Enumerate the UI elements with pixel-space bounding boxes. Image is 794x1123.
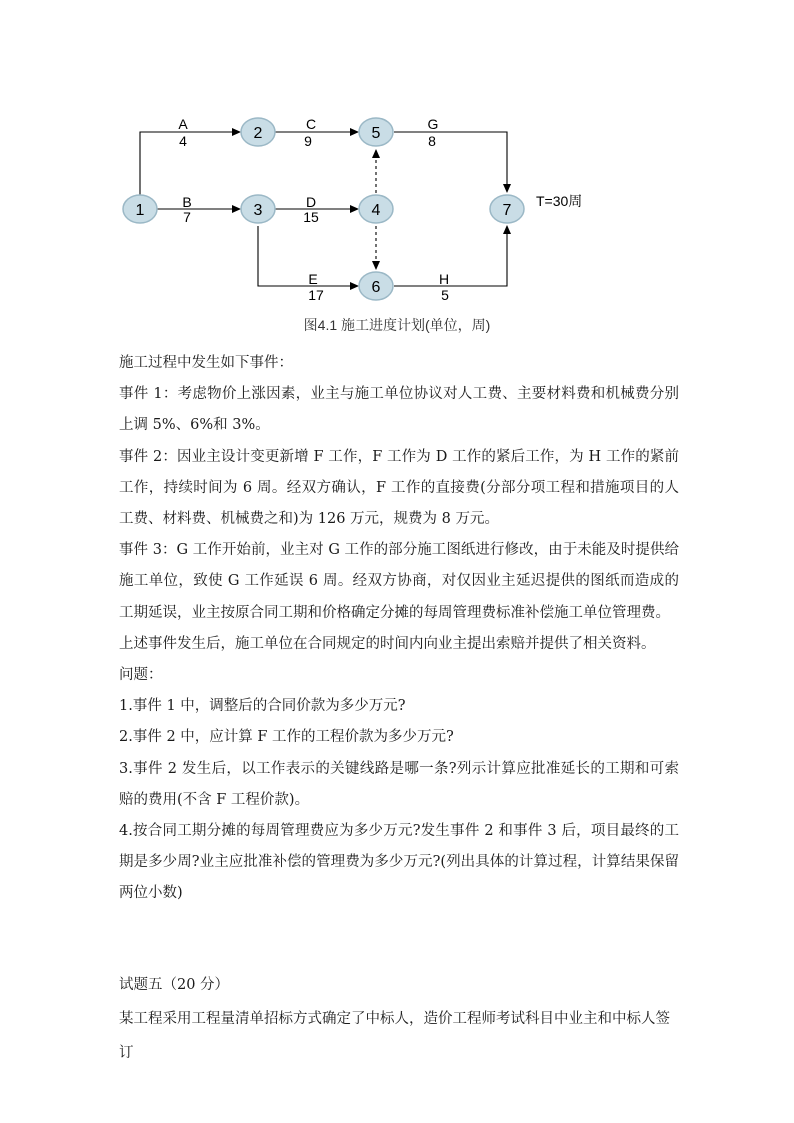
activity-H-name: H — [438, 271, 450, 287]
question-4: 4.按合同工期分摊的每周管理费应为多少万元?发生事件 2 和事件 3 后，项目最终的工期是多少周?业主应批准补偿的管理费为多少万元?(列出具体的计算过程，计算结果保留两位小数) — [119, 823, 679, 902]
node-5 — [359, 118, 393, 146]
activity-E-name: E — [308, 271, 318, 287]
arrow-G — [394, 132, 507, 192]
question-2: 2.事件 2 中，应计算 F 工作的工程价款为多少万元? — [119, 729, 454, 746]
paragraph-event-1: 事件 1：考虑物价上涨因素，业主与施工单位协议对人工费、主要材料费和机械费分别上调 5%、6%和 3%。 — [119, 386, 679, 434]
node-7-label: 7 — [502, 202, 512, 219]
node-2 — [241, 118, 275, 146]
activity-D-duration: 15 — [303, 209, 319, 225]
section-five — [119, 968, 679, 1070]
section-text: 某工程采用工程量清单招标方式确定了中标人，造价工程师考试科目中业主和中标人签订 — [119, 1011, 670, 1061]
node-6 — [359, 272, 393, 300]
activity-B-duration: 7 — [183, 209, 191, 225]
node-3 — [241, 195, 275, 223]
node-3-label: 3 — [253, 202, 263, 219]
paragraph-event-2: 事件 2：因业主设计变更新增 F 工作，F 工作为 D 工作的紧后工作，为 H 工作的紧前工作，持续时间为 6 周。经双方确认，F 工作的直接费(分部分项工程和措施项目的人工费、材料费、机械费之和)为 126 万元，规费为 8 万元。 — [119, 448, 679, 528]
node-4 — [359, 195, 393, 223]
activity-A-duration: 4 — [179, 133, 187, 149]
node-7 — [490, 195, 524, 223]
activity-E-duration: 17 — [308, 287, 324, 303]
node-5-label: 5 — [371, 125, 381, 142]
activity-G-name: G — [427, 116, 439, 132]
activity-D-name: D — [305, 194, 317, 210]
node-6-label: 6 — [371, 279, 381, 296]
node-2-label: 2 — [253, 125, 263, 142]
paragraph-intro: 施工过程中发生如下事件： — [119, 355, 293, 371]
total-duration-label: T=30周 — [536, 193, 583, 209]
network-diagram — [110, 108, 610, 313]
activity-C-duration: 9 — [304, 133, 312, 149]
arrow-A — [140, 132, 240, 196]
node-1 — [123, 195, 157, 223]
arrow-H — [394, 226, 507, 286]
question-3: 3.事件 2 发生后，以工作表示的关键线路是哪一条?列示计算应批准延长的工期和可索赔的费用(不含 F 工程价款)。 — [119, 760, 679, 808]
figure-caption: 图4.1 施工进度计划(单位，周) — [303, 317, 491, 333]
question-1: 1.事件 1 中，调整后的合同价款为多少万元? — [119, 698, 406, 715]
paragraph-claim: 上述事件发生后，施工单位在合同规定的时间内向业主提出索赔并提供了相关资料。 — [119, 635, 656, 652]
activity-H-duration: 5 — [441, 287, 449, 303]
paragraph-event-3: 事件 3：G 工作开始前，业主对 G 工作的部分施工图纸进行修改，由于未能及时提供给施工单位，致使 G 工作延误 6 周。经双方协商，对仅因业主延迟提供的图纸而造成的工期延误，业主按原合同工期和价格确定分摊的每周管理费标准补偿施工单位管理费。 — [119, 542, 679, 621]
activity-B-name: B — [182, 194, 192, 210]
node-4-label: 4 — [371, 202, 381, 219]
activity-A-name: A — [178, 116, 188, 132]
activity-G-duration: 8 — [428, 133, 436, 149]
section-title: 试题五（20 分） — [119, 977, 230, 993]
paragraph-questions-heading: 问题： — [119, 667, 163, 684]
activity-C-name: C — [305, 116, 317, 132]
problem-body — [119, 348, 679, 910]
node-1-label: 1 — [135, 202, 145, 219]
